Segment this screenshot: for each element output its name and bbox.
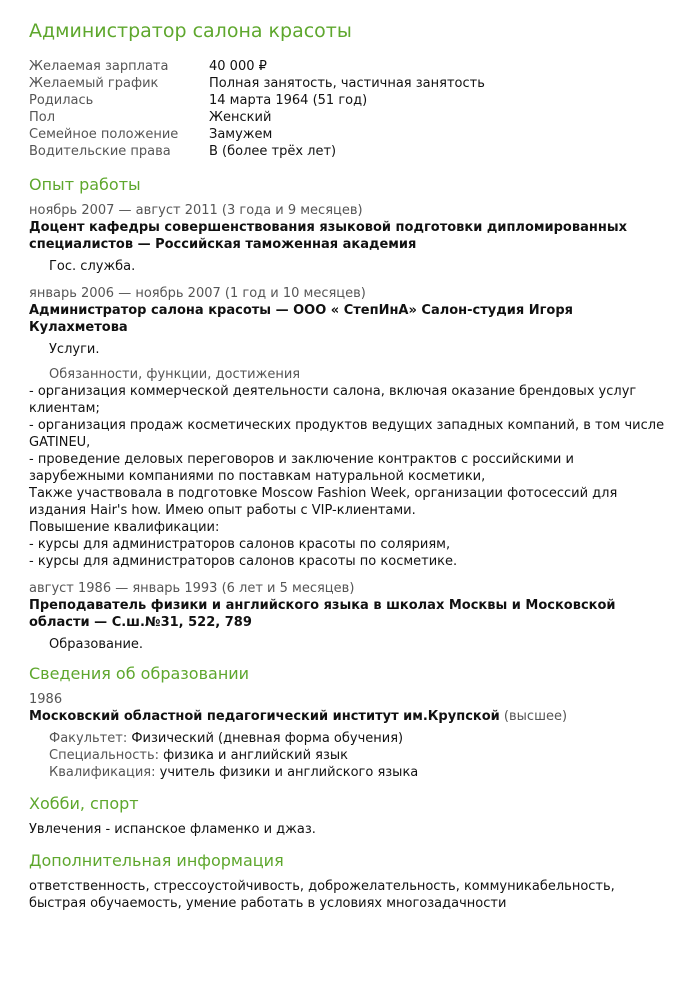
summary-row-salary	[29, 58, 672, 75]
hobbies-section	[29, 793, 672, 838]
job-period: август 1986 — январь 1993 (6 лет и 5 месяцев)	[29, 581, 355, 596]
summary-value: Полная занятость, частичная занятость	[209, 76, 485, 91]
hobbies-heading: Хобби, спорт	[29, 794, 139, 813]
summary-block	[29, 58, 672, 160]
job-position: Доцент кафедры совершенствования языковой подготовки дипломированных специалистов — Российская таможенная академия	[29, 220, 627, 252]
detail-value: Физический (дневная форма обучения)	[131, 731, 404, 746]
education-institution-line	[29, 708, 672, 725]
detail-value: физика и английский язык	[163, 748, 349, 763]
responsibility-line: - организация коммерческой деятельности салона, включая оказание брендовых услуг клиентам;	[29, 384, 637, 416]
job-period: ноябрь 2007 — август 2011 (3 года и 9 месяцев)	[29, 203, 363, 218]
summary-label: Водительские права	[29, 144, 171, 159]
education-details	[49, 730, 672, 781]
responsibility-line: - курсы для администраторов салонов красоты по косметике.	[29, 554, 458, 569]
summary-label: Желаемый график	[29, 76, 159, 91]
additional-line: быстрая обучаемость, умение работать в условиях многозадачности	[29, 896, 507, 911]
summary-value: 40 000 ₽	[209, 59, 267, 74]
job-position: Администратор салона красоты — ООО « СтепИнА» Салон-студия Игоря Кулахметова	[29, 303, 574, 335]
responsibility-line: - организация продаж косметических продуктов ведущих западных компаний, в том числе GATINEU,	[29, 418, 665, 450]
education-institution: Московский областной педагогический институт им.Крупской	[29, 709, 500, 724]
summary-value: B (более трёх лет)	[209, 144, 337, 159]
job-entry	[29, 285, 672, 570]
detail-label: Факультет:	[49, 731, 128, 746]
resume-title: Администратор салона красоты	[29, 20, 352, 42]
responsibilities-list	[29, 383, 672, 570]
responsibility-line: - курсы для администраторов салонов красоты по соляриям,	[29, 537, 451, 552]
education-level: (высшее)	[503, 709, 568, 724]
job-employer-info: Образование.	[49, 637, 144, 652]
summary-label: Родилась	[29, 93, 94, 108]
detail-label: Квалификация:	[49, 765, 156, 780]
detail-value: учитель физики и английского языка	[159, 765, 419, 780]
detail-label: Специальность:	[49, 748, 160, 763]
job-responsibilities	[29, 366, 672, 570]
responsibilities-title: Обязанности, функции, достижения	[49, 367, 301, 382]
additional-section	[29, 850, 672, 912]
hobbies-text: Увлечения - испанское фламенко и джаз.	[29, 822, 316, 837]
education-section	[29, 663, 672, 781]
additional-heading: Дополнительная информация	[29, 851, 284, 870]
summary-label: Семейное положение	[29, 127, 179, 142]
education-heading: Сведения об образовании	[29, 664, 250, 683]
summary-label: Пол	[29, 110, 56, 125]
job-employer-info: Услуги.	[49, 342, 100, 357]
summary-row-license	[29, 143, 672, 160]
summary-row-marital	[29, 126, 672, 143]
responsibility-line: - проведение деловых переговоров и заключение контрактов с российскими и зарубежными компаниями по поставкам натуральной косметики,	[29, 452, 574, 484]
summary-row-schedule	[29, 75, 672, 92]
education-detail-qualification	[49, 764, 672, 781]
education-detail-specialty	[49, 747, 672, 764]
responsibility-line: Повышение квалификации:	[29, 520, 220, 535]
education-detail-faculty	[49, 730, 672, 747]
job-period: январь 2006 — ноябрь 2007 (1 год и 10 месяцев)	[29, 286, 366, 301]
education-year: 1986	[29, 692, 63, 707]
summary-row-gender	[29, 109, 672, 126]
summary-row-birthdate	[29, 92, 672, 109]
job-entry	[29, 580, 672, 653]
job-entry	[29, 202, 672, 275]
summary-label: Желаемая зарплата	[29, 59, 169, 74]
additional-text	[29, 878, 672, 912]
summary-value: 14 марта 1964 (51 год)	[209, 93, 368, 108]
job-position: Преподаватель физики и английского языка в школах Москвы и Московской области — С.ш.№31, 522, 789	[29, 598, 616, 630]
experience-heading: Опыт работы	[29, 175, 141, 194]
summary-value: Женский	[209, 110, 272, 125]
responsibility-line: Также участвовала в подготовке Moscow Fashion Week, организации фотосессий для издания Hair's how. Имею опыт работы с VIP-клиентами.	[29, 486, 618, 518]
summary-value: Замужем	[209, 127, 273, 142]
additional-line: ответственность, стрессоустойчивость, доброжелательность, коммуникабельность,	[29, 879, 615, 894]
job-employer-info: Гос. служба.	[49, 259, 136, 274]
